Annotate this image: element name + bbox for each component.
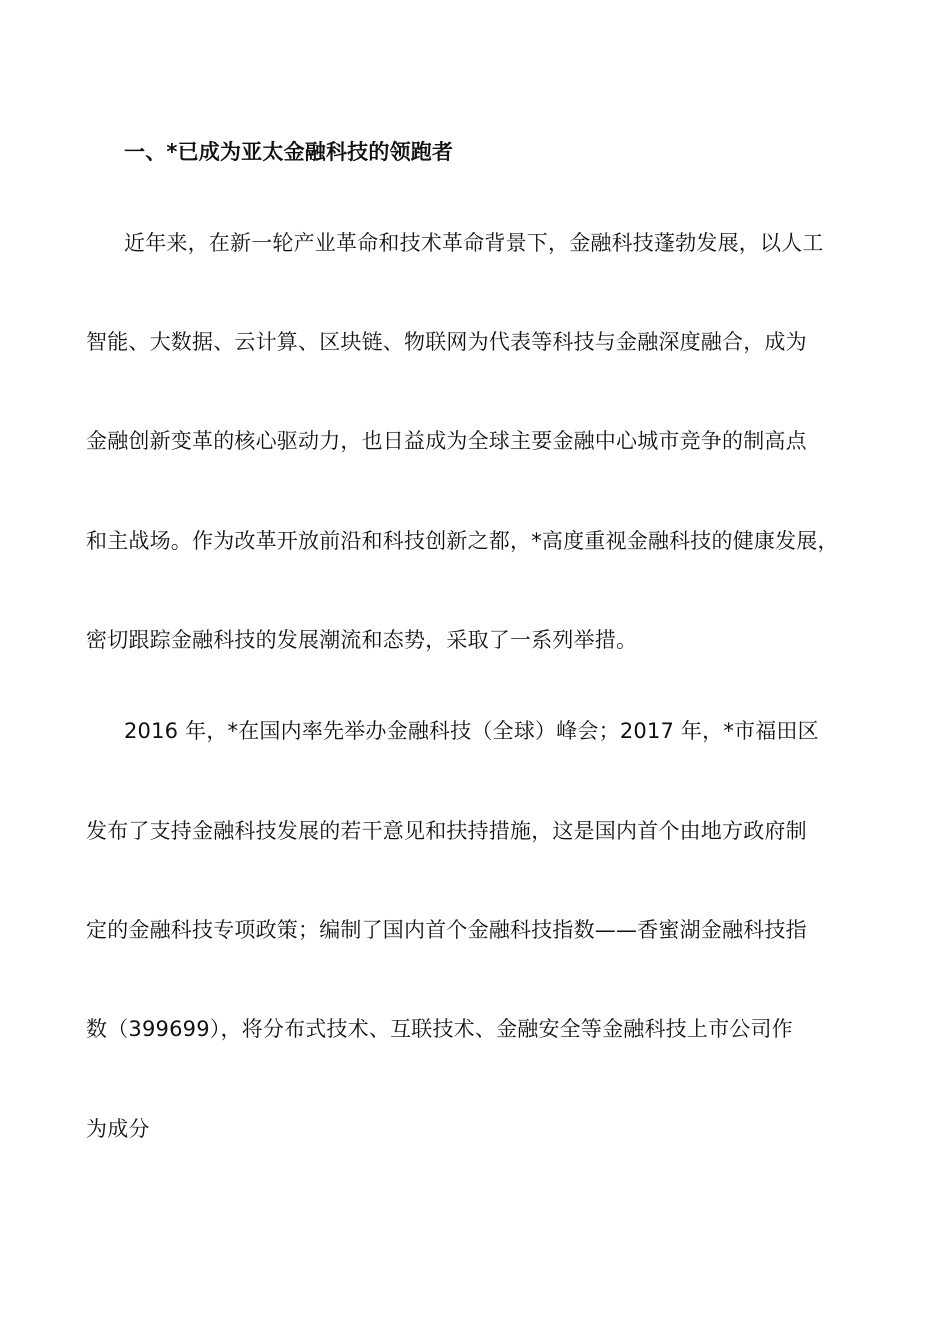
- paragraph-line: 发布了支持金融科技发展的若干意见和扶持措施，这是国内首个由地方政府制: [86, 819, 807, 843]
- paragraph-line: 和主战场。作为改革开放前沿和科技创新之都，*高度重视金融科技的健康发展，: [86, 529, 839, 553]
- paragraph-line: 为成分: [86, 1117, 150, 1141]
- paragraph-line: 近年来，在新一轮产业革命和技术革命背景下，金融科技蓬勃发展，以人工: [124, 231, 824, 255]
- section-heading: 一、*已成为亚太金融科技的领跑者: [124, 140, 454, 164]
- paragraph-line: 数（399699），将分布式技术、互联技术、金融安全等金融科技上市公司作: [86, 1017, 793, 1041]
- paragraph-line: 2016 年，*在国内率先举办金融科技（全球）峰会；2017 年，*市福田区: [124, 719, 819, 743]
- paragraph-line: 智能、大数据、云计算、区块链、物联网为代表等科技与金融深度融合，成为: [86, 330, 807, 354]
- paragraph-line: 定的金融科技专项政策；编制了国内首个金融科技指数——香蜜湖金融科技指: [86, 918, 807, 942]
- paragraph-line: 密切跟踪金融科技的发展潮流和态势，采取了一系列举措。: [86, 628, 638, 652]
- paragraph-line: 金融创新变革的核心驱动力，也日益成为全球主要金融中心城市竞争的制高点: [86, 429, 807, 453]
